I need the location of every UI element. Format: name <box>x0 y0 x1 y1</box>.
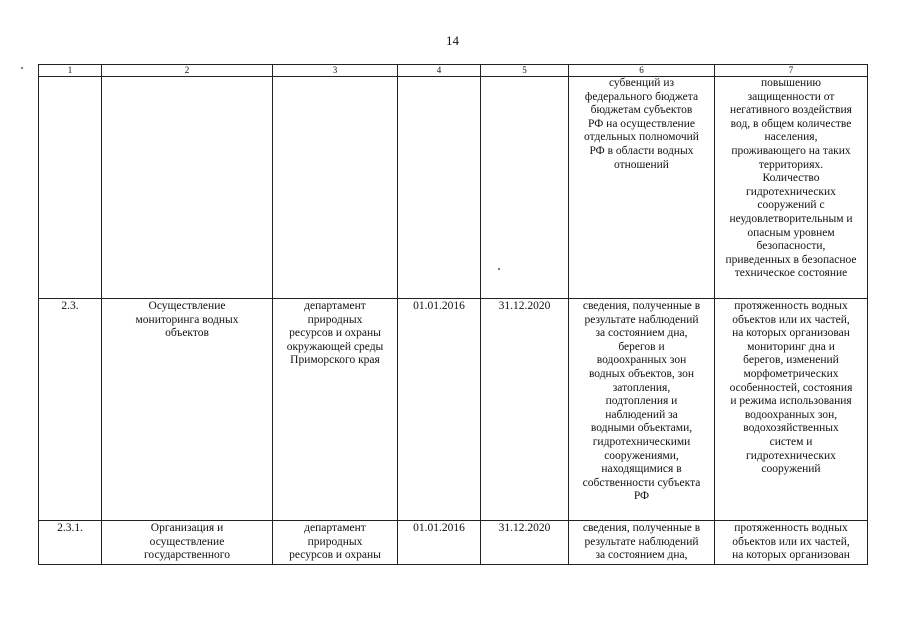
responsible-executor-cell: департамент природных ресурсов и охраны окружающей среды Приморского края <box>273 299 398 521</box>
row-number-cell: 2.3.1. <box>39 521 102 565</box>
row-number-cell: 2.3. <box>39 299 102 521</box>
row-number-cell <box>39 77 102 299</box>
end-date-cell: 31.12.2020 <box>481 299 569 521</box>
table-row <box>39 521 868 565</box>
column-number-5: 5 <box>481 65 569 77</box>
start-date-cell: 01.01.2016 <box>398 521 481 565</box>
expected-result-cell: сведения, полученные в результате наблюдений за состоянием дна, берегов и водоохранных зон водных объектов, зон затопления, подтопления и наблюдений за водными объектами, гидротехническими сооружениями, находящимися в собственности субъекта РФ <box>569 299 715 521</box>
responsible-executor-cell: департамент природных ресурсов и охраны <box>273 521 398 565</box>
column-number-4: 4 <box>398 65 481 77</box>
responsible-executor-cell <box>273 77 398 299</box>
table-row <box>39 299 868 521</box>
expected-result-cell: сведения, полученные в результате наблюдений за состоянием дна, <box>569 521 715 565</box>
column-number-2: 2 <box>102 65 273 77</box>
indicator-cell: повышению защищенности от негативного воздействия вод, в общем количестве населения, проживающего на таких территориях. Количество гидротехнических сооружений с неудовлетворительным и опасным уровнем безопасности, приведенных в безопасное техническое состояние <box>715 77 868 299</box>
start-date-cell: 01.01.2016 <box>398 299 481 521</box>
scan-speck <box>21 67 23 69</box>
end-date-cell: 31.12.2020 <box>481 521 569 565</box>
program-table <box>38 64 868 565</box>
activity-name-cell: Осуществление мониторинга водных объектов <box>102 299 273 521</box>
column-number-row <box>39 65 868 77</box>
scan-speck <box>498 268 500 270</box>
column-number-7: 7 <box>715 65 868 77</box>
column-number-6: 6 <box>569 65 715 77</box>
expected-result-cell: субвенций из федерального бюджета бюджетам субъектов РФ на осуществление отдельных полномочий РФ в области водных отношений <box>569 77 715 299</box>
column-number-3: 3 <box>273 65 398 77</box>
end-date-cell <box>481 77 569 299</box>
activity-name-cell <box>102 77 273 299</box>
column-number-1: 1 <box>39 65 102 77</box>
table-row <box>39 77 868 299</box>
activity-name-cell: Организация и осуществление государственного <box>102 521 273 565</box>
indicator-cell: протяженность водных объектов или их частей, на которых организован мониторинг дна и берегов, изменений морфометрических особенностей, состояния и режима использования водоохранных зон, водохозяйственных систем и гидротехнических сооружений <box>715 299 868 521</box>
start-date-cell <box>398 77 481 299</box>
page-number: 14 <box>446 33 459 48</box>
indicator-cell: протяженность водных объектов или их частей, на которых организован <box>715 521 868 565</box>
